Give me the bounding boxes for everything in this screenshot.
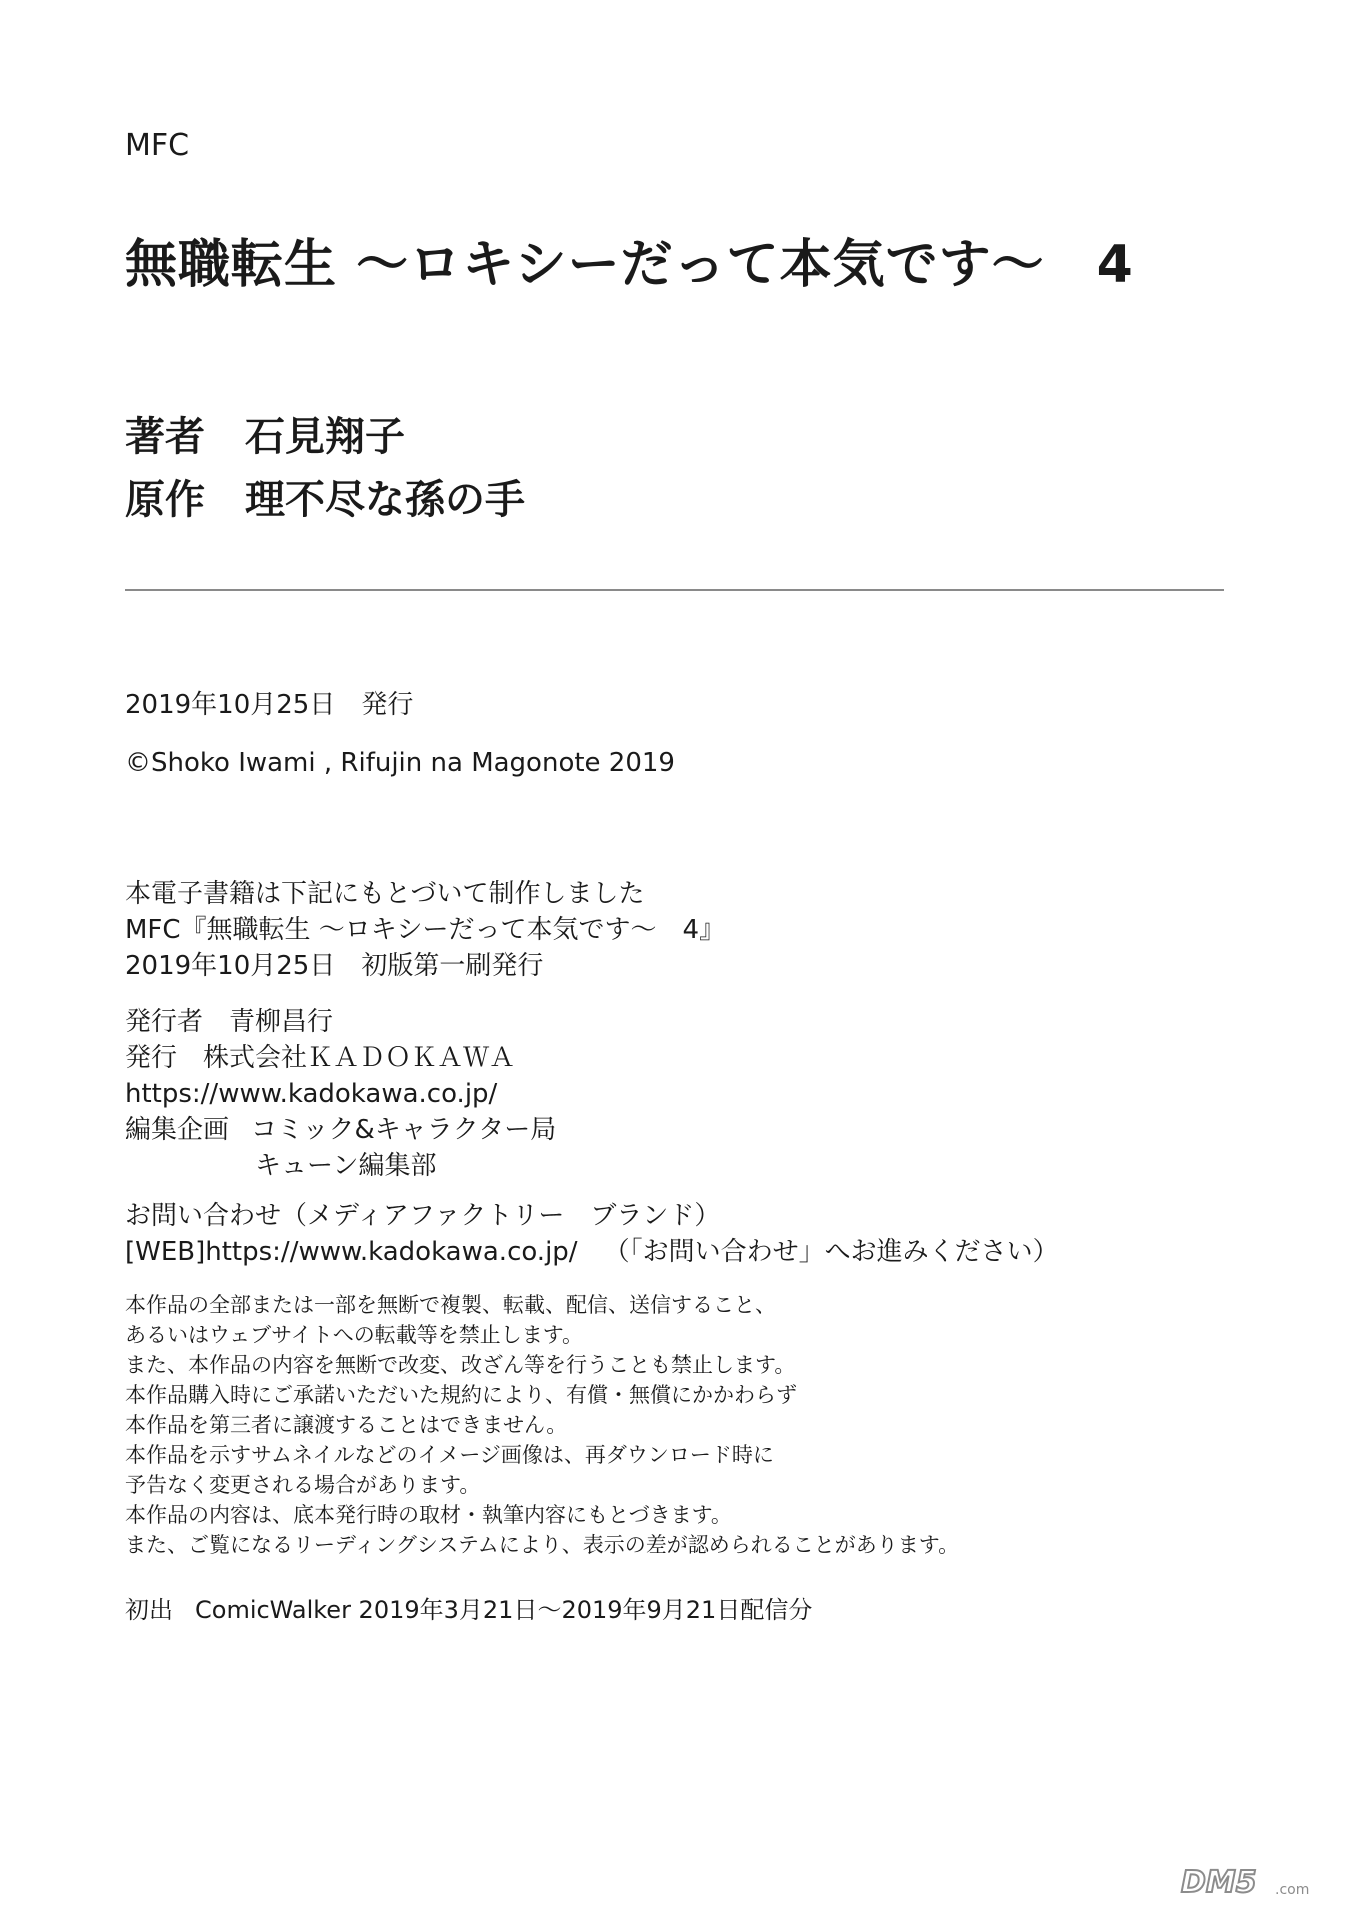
- notice-line: 本作品購入時にご承諾いただいた規約により、有償・無償にかかわらず: [125, 1383, 797, 1407]
- original-role: 原作: [125, 477, 205, 523]
- watermark-logo: [1179, 1858, 1329, 1904]
- svg-text:DM5: DM5: [1181, 1865, 1257, 1900]
- contact-web-instruction: （「お問い合わせ」へお進みください）: [603, 1237, 1059, 1267]
- section-divider: [125, 589, 1224, 591]
- publisher-line: [125, 1040, 556, 1076]
- publication-date-value: 2019年10月25日: [125, 690, 336, 720]
- notice-line: また、本作品の内容を無断で改変、改ざん等を行うことも禁止します。: [125, 1353, 796, 1377]
- contact-web-url: [WEB]https://www.kadokawa.co.jp/: [125, 1237, 578, 1267]
- copyright-line: ©Shoko Iwami , Rifujin na Magonote 2019: [125, 748, 675, 778]
- issuer-name: 青柳昌行: [229, 1007, 334, 1037]
- publisher-url: https://www.kadokawa.co.jp/: [125, 1079, 498, 1109]
- author-name: 石見翔子: [245, 414, 405, 460]
- publication-date-suffix: 発行: [361, 690, 414, 720]
- book-volume-number: 4: [1096, 235, 1134, 295]
- first-publication-label: 初出: [125, 1596, 173, 1624]
- issuer-role: 発行者: [125, 1007, 204, 1037]
- ebook-note-line: 2019年10月25日 初版第一刷発行: [125, 951, 544, 981]
- publisher-name: 株式会社ＫＡＤＯＫＡＷＡ: [203, 1043, 516, 1073]
- ebook-note-line: 本電子書籍は下記にもとづいて制作しました: [125, 879, 645, 909]
- publisher-info: [125, 1004, 556, 1184]
- ebook-source-note: [125, 876, 725, 984]
- notice-line: 本作品の内容は、底本発行時の取材・執筆内容にもとづきます。: [125, 1503, 732, 1527]
- first-publication: [125, 1590, 812, 1625]
- first-publication-text: ComicWalker 2019年3月21日～2019年9月21日配信分: [195, 1596, 813, 1624]
- notice-line: 本作品を第三者に譲渡することはできません。: [125, 1413, 568, 1437]
- author-role: 著者: [125, 414, 205, 460]
- notice-line: 予告なく変更される場合があります。: [125, 1473, 481, 1497]
- notice-line: あるいはウェブサイトへの転載等を禁止します。: [125, 1323, 584, 1347]
- notice-line: また、ご覧になるリーディングシステムにより、表示の差が認められることがあります。: [125, 1533, 960, 1557]
- original-author-name: 理不尽な孫の手: [245, 477, 525, 523]
- original-credit: [125, 468, 525, 525]
- publisher-role: 発行: [125, 1043, 178, 1073]
- svg-text:.com: .com: [1275, 1882, 1310, 1898]
- editing-subdept: キューン編集部: [255, 1151, 437, 1181]
- editing-line: [125, 1112, 556, 1148]
- contact-web-line: [125, 1234, 1059, 1270]
- editing-role: 編集企画: [125, 1115, 230, 1145]
- ebook-note-line: MFC『無職転生 ～ロキシーだって本気です～ 4』: [125, 915, 726, 945]
- editing-dept: コミック&キャラクター局: [251, 1115, 557, 1145]
- notice-line: 本作品の全部または一部を無断で複製、転載、配信、送信すること、: [125, 1293, 776, 1317]
- contact-heading: お問い合わせ（メディアファクトリー ブランド）: [125, 1201, 721, 1231]
- imprint-label: MFC: [125, 128, 190, 163]
- publication-date: [125, 684, 413, 721]
- legal-notice: [125, 1290, 959, 1560]
- book-title: [125, 222, 1134, 297]
- author-credit: [125, 405, 405, 462]
- notice-line: 本作品を示すサムネイルなどのイメージ画像は、再ダウンロード時に: [125, 1443, 774, 1467]
- contact-info: [125, 1198, 1059, 1270]
- issuer-line: [125, 1004, 556, 1040]
- book-title-main: 無職転生 ～ロキシーだって本気です～: [125, 235, 1045, 295]
